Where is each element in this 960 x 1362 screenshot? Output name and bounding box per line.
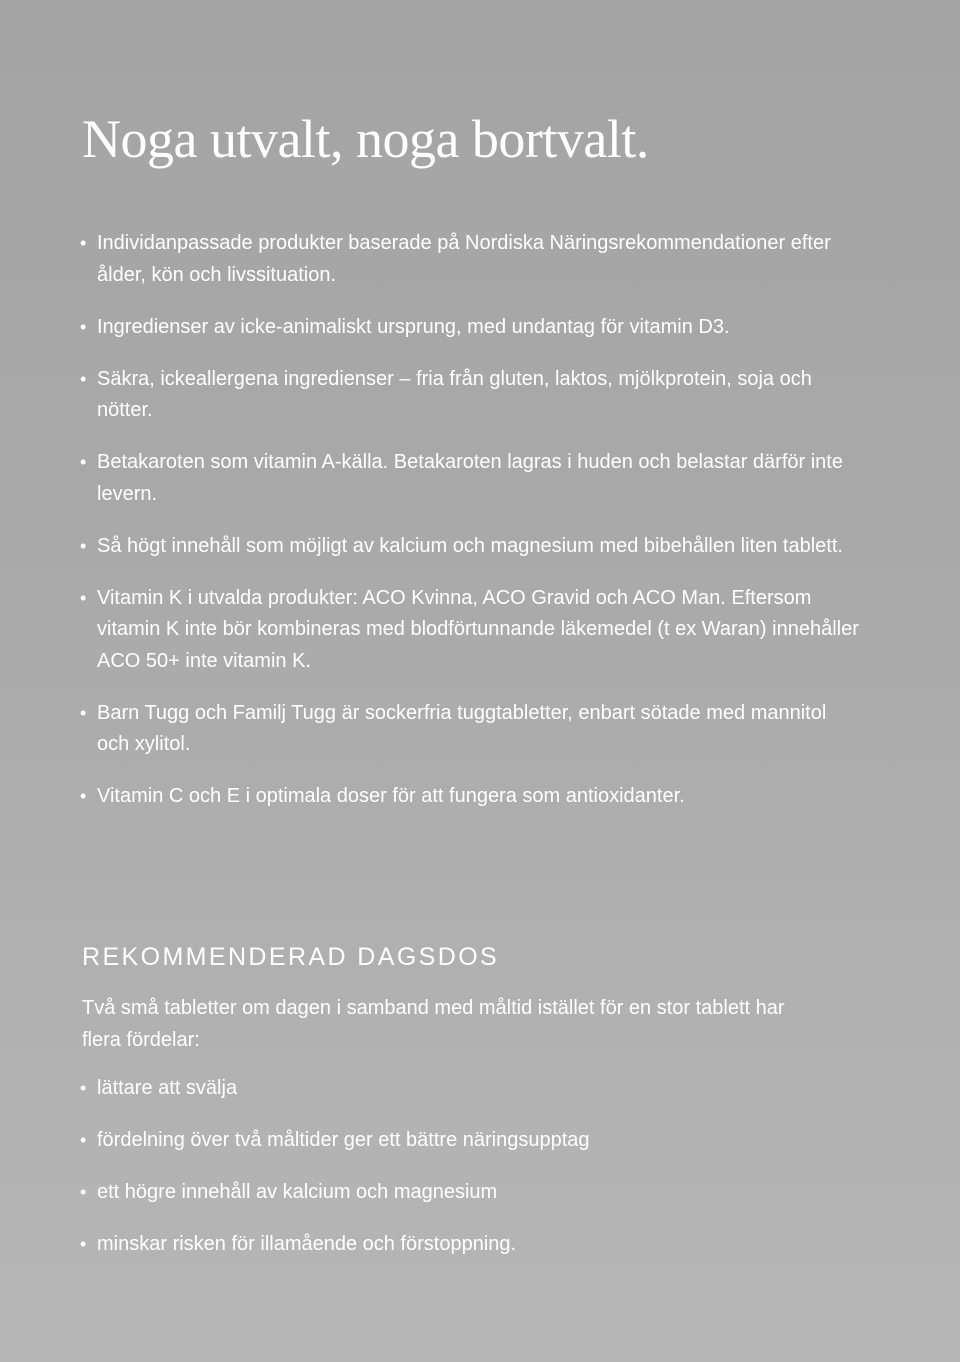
benefit-text: ett högre innehåll av kalcium och magnesium — [97, 1181, 498, 1203]
feature-list — [80, 228, 860, 833]
benefit-text: fördelning över två måltider ger ett bättre näringsupptag — [97, 1129, 590, 1151]
bullet-icon: • — [80, 587, 87, 608]
feature-text: Barn Tugg och Familj Tugg är sockerfria tuggtabletter, enbart sötade med mannitol och xylitol. — [97, 701, 827, 755]
bullet-icon: • — [80, 702, 87, 723]
benefit-item — [80, 1176, 860, 1208]
feature-item — [80, 583, 860, 678]
bullet-icon: • — [80, 1182, 87, 1202]
feature-item — [80, 312, 860, 344]
feature-item — [80, 364, 860, 427]
benefit-item — [80, 1072, 860, 1104]
bullet-icon: • — [80, 316, 87, 337]
feature-text: Så högt innehåll som möjligt av kalcium och magnesium med bibehållen liten tablett. — [97, 534, 843, 557]
feature-text: Vitamin C och E i optimala doser för att fungera som antioxidanter. — [97, 785, 685, 807]
bullet-icon: • — [80, 233, 87, 253]
bullet-icon: • — [80, 1234, 87, 1254]
feature-text: Säkra, ickeallergena ingredienser – fria från gluten, laktos, mjölkprotein, soja och nötter. — [97, 367, 812, 421]
benefit-text: minskar risken för illamående och förstoppning. — [97, 1233, 517, 1255]
dosage-heading: REKOMMENDERAD DAGSDOS — [82, 943, 500, 971]
feature-text: Vitamin K i utvalda produkter: ACO Kvinna, ACO Gravid och ACO Man. Eftersom vitamin K inte bör kombineras med blodförtunnande läkemedel (t ex Waran) innehåller ACO 50+ inte vitamin K. — [97, 586, 859, 672]
page-title: Noga utvalt, noga bortvalt. — [82, 109, 649, 169]
bullet-icon: • — [80, 535, 87, 556]
bullet-icon: • — [80, 368, 87, 389]
feature-item — [80, 698, 860, 761]
bullet-icon: • — [80, 1130, 87, 1150]
bullet-icon: • — [80, 786, 87, 806]
bullet-icon: • — [80, 1078, 87, 1098]
benefit-item — [80, 1228, 860, 1260]
feature-item — [80, 447, 860, 510]
benefit-text: lättare att svälja — [97, 1077, 238, 1099]
benefit-list — [80, 1072, 860, 1280]
benefit-item — [80, 1124, 860, 1156]
feature-text: Betakaroten som vitamin A-källa. Betakaroten lagras i huden och belastar därför inte levern. — [97, 451, 843, 505]
feature-item — [80, 228, 860, 291]
feature-item — [80, 781, 860, 813]
feature-text: Ingredienser av icke-animaliskt ursprung, med undantag för vitamin D3. — [97, 315, 730, 338]
dosage-intro: Två små tabletter om dagen i samband med måltid istället för en stor tablett har flera fördelar: — [82, 997, 785, 1051]
feature-text: Individanpassade produkter baserade på Nordiska Näringsrekommendationer efter ålder, kön och livssituation. — [97, 232, 831, 286]
bullet-icon: • — [80, 452, 87, 472]
feature-item — [80, 531, 860, 563]
